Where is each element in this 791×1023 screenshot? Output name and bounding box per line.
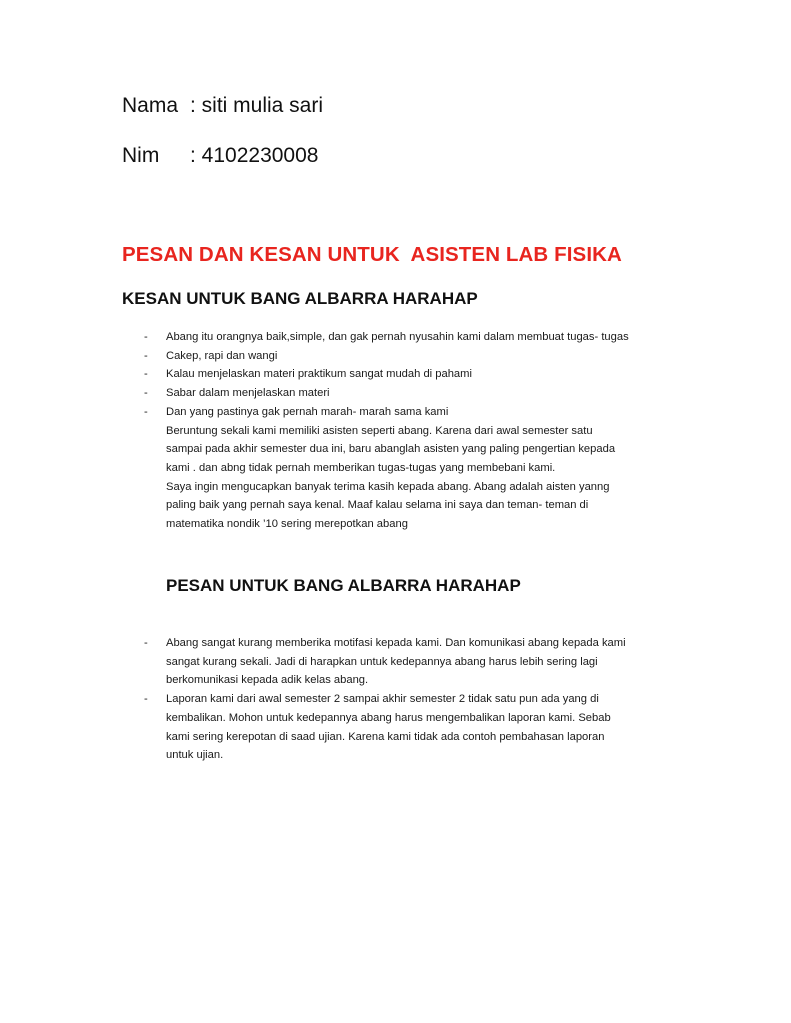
pesan-heading: PESAN UNTUK BANG ALBARRA HARAHAP — [166, 576, 521, 595]
nama-label: Nama — [122, 94, 179, 117]
nim-line — [122, 143, 318, 169]
kesan-list — [140, 328, 700, 534]
list-item — [140, 328, 700, 347]
pesan-list — [140, 634, 700, 765]
list-item-line: berkomunikasi kepada adik kelas abang. — [166, 674, 369, 687]
bullet-dash: - — [144, 405, 148, 418]
list-item-text: Dan yang pastinya gak pernah marah- marah sama kami — [166, 405, 449, 418]
list-item — [140, 634, 700, 690]
paragraph-line: kami . dan abng tidak pernah memberikan tugas-tugas yang membebani kami. — [166, 461, 556, 474]
list-item-line: untuk ujian. — [166, 749, 224, 762]
list-item-line: kami sering kerepotan di saad ujian. Karena kami tidak ada contoh pembahasan laporan — [166, 730, 605, 743]
paragraph-line: matematika nondik ’10 sering merepotkan abang — [166, 518, 408, 531]
list-item-line: Abang sangat kurang memberika motifasi kepada kami. Dan komunikasi abang kepada kami — [166, 637, 626, 649]
bullet-dash: - — [144, 331, 148, 343]
list-item — [140, 347, 700, 366]
bullet-dash: - — [144, 368, 148, 381]
kesan-heading: KESAN UNTUK BANG ALBARRA HARAHAP — [122, 289, 478, 308]
page-title: PESAN DAN KESAN UNTUK ASISTEN LAB FISIKA — [122, 243, 622, 266]
list-item — [140, 365, 700, 384]
nim-value: : 4102230008 — [190, 144, 319, 167]
nama-value: : siti mulia sari — [190, 94, 324, 117]
nama-line — [122, 93, 323, 119]
list-item-text: Cakep, rapi dan wangi — [166, 349, 278, 362]
list-item-line: kembalikan. Mohon untuk kedepannya abang harus mengembalikan laporan kami. Sebab — [166, 711, 611, 724]
nim-label: Nim — [122, 144, 160, 167]
bullet-dash: - — [144, 693, 148, 706]
list-item-text: Abang itu orangnya baik,simple, dan gak pernah nyusahin kami dalam membuat tugas- tugas — [166, 331, 629, 343]
paragraph-line: paling baik yang pernah saya kenal. Maaf kalau selama ini saya dan teman- teman di — [166, 499, 589, 512]
list-item — [140, 384, 700, 403]
list-item-line: sangat kurang sekali. Jadi di harapkan untuk kedepannya abang harus lebih sering lagi — [166, 655, 598, 668]
kesan-paragraph-2 — [140, 478, 700, 534]
paragraph-line: Saya ingin mengucapkan banyak terima kasih kepada abang. Abang adalah aisten yanng — [166, 480, 610, 493]
paragraph-line: Beruntung sekali kami memiliki asisten seperti abang. Karena dari awal semester satu — [166, 424, 593, 437]
list-item-text: Kalau menjelaskan materi praktikum sangat mudah di pahami — [166, 368, 472, 381]
paragraph-line: sampai pada akhir semester dua ini, baru abanglah asisten yang paling pengertian kepada — [166, 443, 616, 456]
list-item-line: Laporan kami dari awal semester 2 sampai akhir semester 2 tidak satu pun ada yang di — [166, 693, 599, 706]
list-item-text: Sabar dalam menjelaskan materi — [166, 387, 330, 400]
list-item — [140, 690, 700, 765]
bullet-dash: - — [144, 349, 148, 362]
list-item — [140, 403, 700, 422]
bullet-dash: - — [144, 387, 148, 400]
kesan-paragraph-1 — [140, 422, 700, 478]
bullet-dash: - — [144, 637, 148, 649]
